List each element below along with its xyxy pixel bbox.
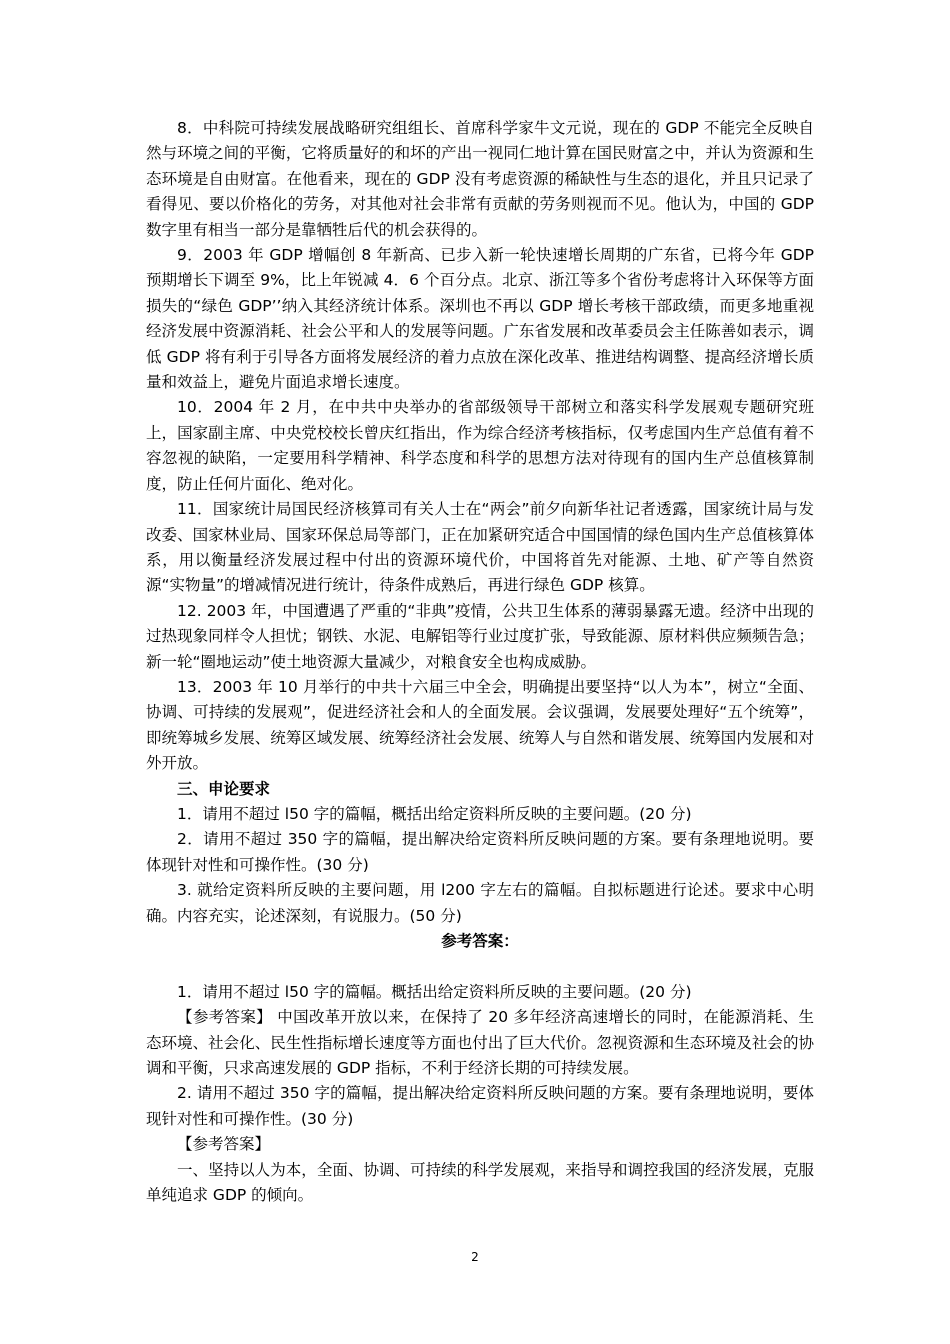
section-heading-requirements: 三、申论要求 [177, 779, 271, 798]
document-page [146, 116, 814, 1208]
paragraph-13: 13．2003 年 10 月举行的中共十六届三中全会，明确提出要坚持“以人为本”，树立“全面、协调、可持续的发展观”，促进经济社会和人的全面发展。会议强调，发展要处理好“五个统筹”，即统筹城乡发展、统筹区域发展、统筹经济社会发展、统筹人与自然和谐发展、统筹国内发展和对外开放。 [146, 677, 814, 773]
requirement-3: 3. 就给定资料所反映的主要问题，用 l200 字左右的篇幅。自拟标题进行论述。要求中心明确。内容充实，论述深刻，有说服力。(50 分) [146, 881, 814, 925]
paragraph-10: 10．2004 年 2 月，在中共中央举办的省部级领导干部树立和落实科学发展观专题研究班上，国家副主席、中央党校校长曾庆红指出，作为综合经济考核指标，仅考虑国内生产总值有着不容忽视的缺陷，一定要用科学精神、科学态度和科学的思想方法对待现有的国内生产总值核算制度，防止任何片面化、绝对化。 [146, 398, 814, 493]
paragraph-12: 12. 2003 年，中国遭遇了严重的“非典”疫情，公共卫生体系的薄弱暴露无遗。经济中出现的过热现象同样令人担忧；钢铁、水泥、电解铝等行业过度扩张，导致能源、原材料供应频频告急；新一轮“圈地运动”使土地资源大量减少，对粮食安全也构成威胁。 [146, 601, 814, 671]
blank-line [146, 954, 814, 979]
requirement-1: 1．请用不超过 l50 字的篇幅，概括出给定资料所反映的主要问题。(20 分) [177, 804, 692, 823]
answer-text-1: 【参考答案】 中国改革开放以来，在保持了 20 多年经济高速增长的同时，在能源消耗、生态环境、社会化、民生性指标增长速度等方面也付出了巨大代价。忽视资源和生态环境及社会的协调和平衡，只求高速发展的 GDP 指标，不利于经济长期的可持续发展。 [146, 1008, 814, 1078]
requirement-2: 2．请用不超过 350 字的篇幅，提出解决给定资料所反映问题的方案。要有条理地说明。要体现针对性和可操作性。(30 分) [146, 830, 814, 874]
answer-question-1: 1．请用不超过 l50 字的篇幅。概括出给定资料所反映的主要问题。(20 分) [177, 982, 692, 1001]
paragraph-11: 11．国家统计局国民经济核算司有关人士在“两会”前夕向新华社记者透露，国家统计局与发改委、国家林业局、国家环保总局等部门，正在加紧研究适合中国国情的绿色国内生产总值核算体系，用以衡量经济发展过程中付出的资源环境代价，中国将首先对能源、土地、矿产等自然资源“实物量”的增减情况进行统计，待条件成熟后，再进行绿色 GDP 核算。 [146, 500, 814, 595]
answer-text-2: 一、坚持以人为本，全面、协调、可持续的科学发展观，来指导和调控我国的经济发展，克服单纯追求 GDP 的倾向。 [146, 1160, 814, 1205]
paragraph-9: 9．2003 年 GDP 增幅创 8 年新高、已步入新一轮快速增长周期的广东省，已将今年 GDP 预期增长下调至 9%，比上年锐减 4．6 个百分点。北京、浙江等多个省份考虑将计入环保等方面损失的“绿色 GDP’’纳入其经济统计体系。深圳也不再以 GDP 增长考核干部政绩，而更多地重视经济发展中资源消耗、社会公平和人的发展等问题。广东省发展和改革委员会主任陈善如表示，调低 GDP 将有利于引导各方面将发展经济的着力点放在深化改革、推进结构调整、提高经济增长质量和效益上，避免片面追求增长速度。 [146, 246, 814, 392]
answer-label-2: 【参考答案】 [177, 1135, 271, 1154]
answer-question-2: 2. 请用不超过 350 字的篇幅，提出解决给定资料所反映问题的方案。要有条理地说明，要体现针对性和可操作性。(30 分) [146, 1084, 814, 1128]
page-number: 2 [471, 1250, 479, 1264]
answer-heading: 参考答案： [441, 932, 519, 950]
paragraph-8: 8．中科院可持续发展战略研究组组长、首席科学家牛文元说，现在的 GDP 不能完全反映自然与环境之间的平衡，它将质量好的和坏的产出一视同仁地计算在国民财富之中，并认为资源和生态环境是自由财富。在他看来，现在的 GDP 没有考虑资源的稀缺性与生态的退化，并且只记录了看得见、要以价格化的劳务，对其他对社会非常有贡献的劳务则视而不见。他认为，中国的 GDP 数字里有相当一部分是靠牺牲后代的机会获得的。 [146, 119, 814, 239]
